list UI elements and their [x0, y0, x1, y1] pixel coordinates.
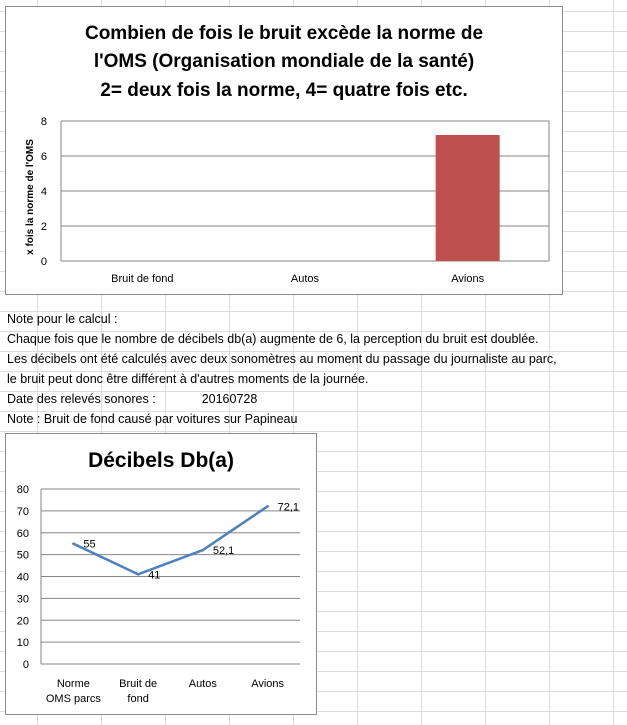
date-value: 20160728 [201, 392, 258, 406]
note-variability: le bruit peut donc être différent à d'autres moments de la journée. [7, 372, 369, 386]
line-chart-title: Décibels Db(a) [88, 449, 234, 472]
line-chart-data-label: 52,1 [212, 545, 235, 558]
line-chart-category-label: OMS parcs [45, 693, 101, 705]
line-chart-category-label: Avions [251, 678, 285, 690]
line-chart-y-tick: 70 [16, 505, 29, 518]
line-chart-y-tick: 30 [16, 593, 29, 606]
line-chart-y-tick: 0 [22, 659, 29, 671]
notes-block [7, 309, 557, 429]
bar-avions [436, 135, 500, 261]
bar-chart-y-tick: 6 [40, 151, 47, 163]
bar-chart-category-label: Autos [290, 273, 320, 285]
line-chart-y-tick: 40 [16, 571, 29, 584]
line-chart-data-label: 55 [83, 538, 96, 551]
note-date-row [7, 389, 557, 409]
bar-chart-title-line-1: Combien de fois le bruit excède la norme de [84, 23, 484, 44]
line-chart-svg [6, 434, 316, 714]
line-chart-category-label: Bruit de [119, 678, 158, 690]
bar-chart [5, 6, 563, 295]
bar-chart-y-tick: 8 [40, 116, 47, 128]
line-chart-y-tick: 80 [16, 484, 29, 496]
line-chart-data-label: 41 [148, 569, 161, 582]
line-chart-y-tick: 50 [16, 549, 29, 562]
bar-chart-y-tick: 0 [40, 256, 47, 268]
line-chart-data-label: 72,1 [277, 501, 300, 514]
bar-chart-y-axis-label: x fois la norme de l'OMS [25, 139, 36, 255]
bar-chart-y-tick: 2 [40, 221, 47, 233]
note-doubling: Chaque fois que le nombre de décibels db(a) augmente de 6, la perception du bruit est doublée. [7, 332, 539, 346]
note-background-noise: Note : Bruit de fond causé par voitures sur Papineau [7, 412, 298, 426]
note-method: Les décibels ont été calculés avec deux sonomètres au moment du passage du journaliste au parc, [7, 352, 557, 366]
bar-chart-title-line-3: 2= deux fois la norme, 4= quatre fois etc. [100, 80, 468, 101]
bar-chart-y-tick: 4 [40, 186, 47, 198]
bar-chart-svg [6, 7, 562, 294]
line-chart-y-tick: 60 [16, 527, 29, 540]
line-chart [5, 433, 317, 715]
line-series-segment [203, 506, 268, 550]
bar-chart-title-line-2: l'OMS (Organisation mondiale de la santé) [93, 51, 475, 72]
date-label: Date des relevés sonores : [7, 392, 156, 406]
line-chart-y-tick: 20 [16, 615, 29, 628]
note-title: Note pour le calcul : [7, 312, 118, 326]
line-chart-y-tick: 10 [16, 637, 29, 650]
line-chart-category-label: Autos [188, 678, 217, 690]
line-chart-category-label: fond [127, 693, 149, 705]
line-chart-category-label: Norme [56, 678, 90, 690]
bar-chart-category-label: Avions [451, 273, 485, 285]
bar-chart-category-label: Bruit de fond [111, 273, 174, 285]
